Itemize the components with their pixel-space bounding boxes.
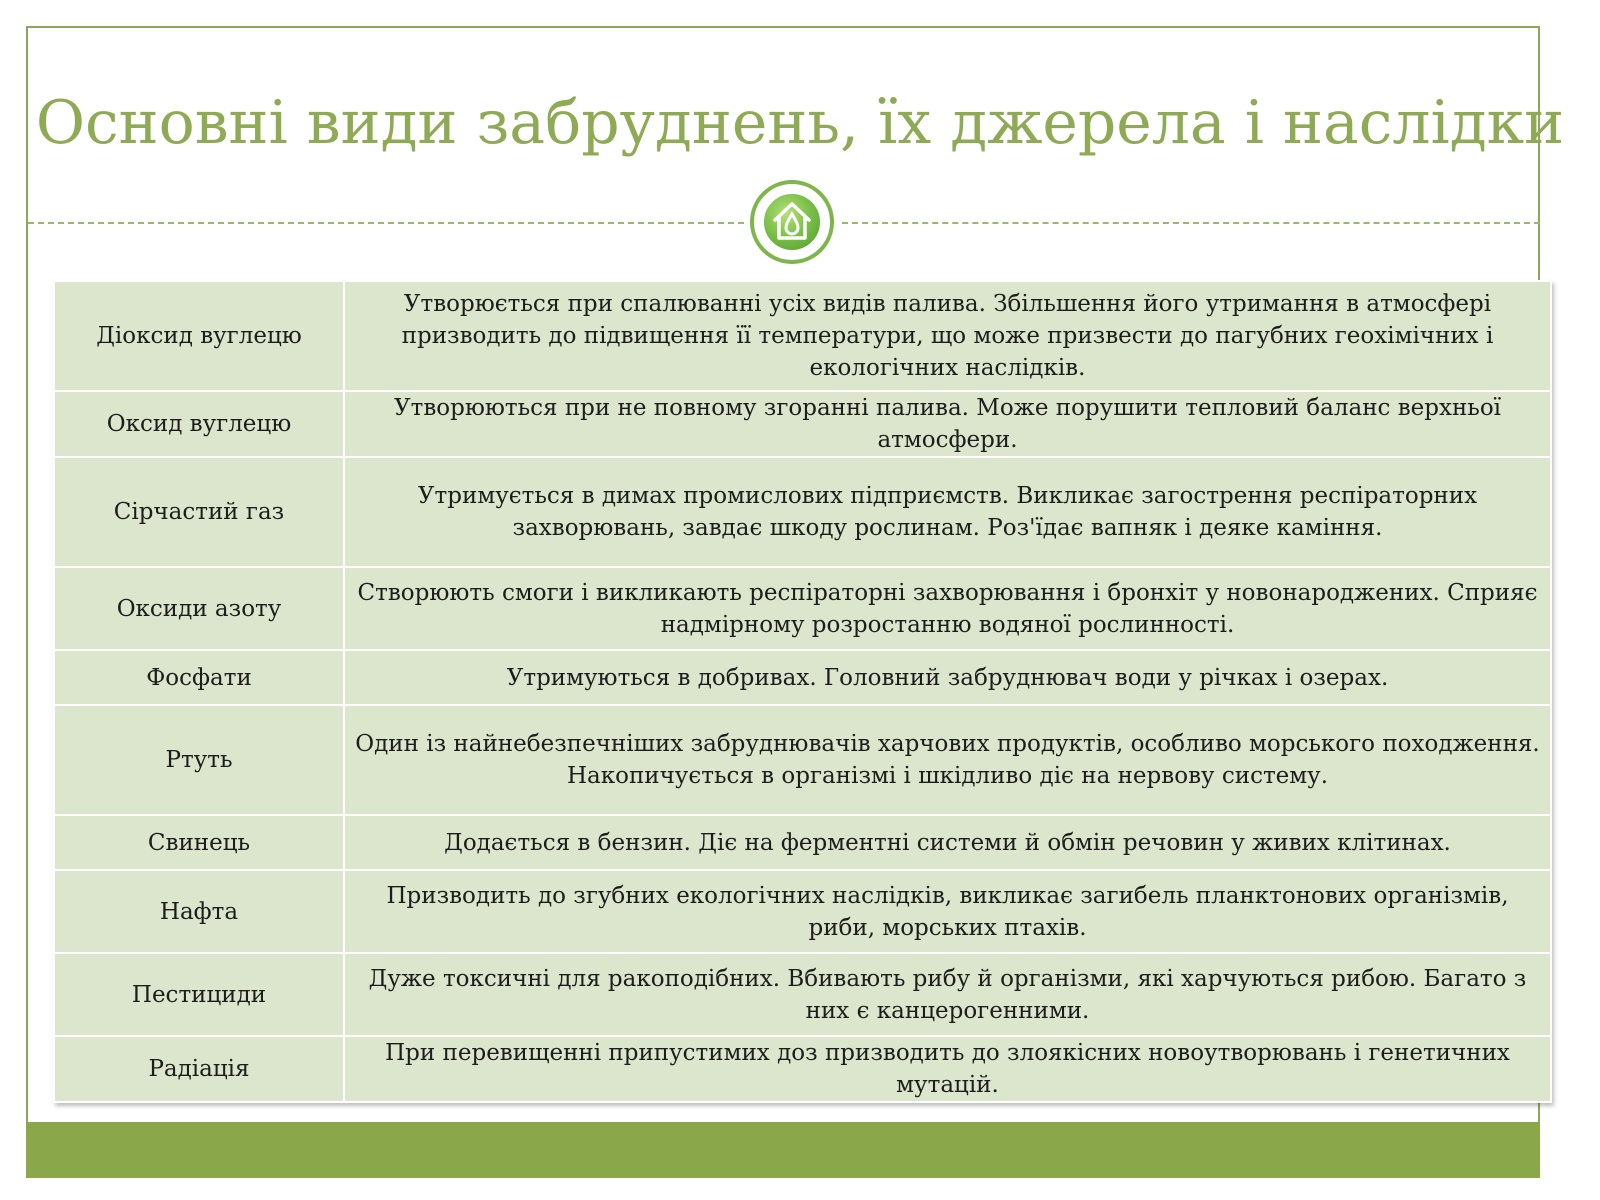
table-row [54, 281, 1551, 391]
table-row [54, 870, 1551, 953]
pollution-table-wrapper [53, 280, 1552, 1103]
pollutant-description: Утримуються в добривах. Головний забруднювач води у річках і озерах. [344, 650, 1551, 705]
divider-right [842, 222, 1540, 224]
table-row [54, 815, 1551, 870]
table-row [54, 705, 1551, 815]
pollutant-name: Нафта [54, 870, 344, 953]
pollutant-name: Оксид вуглецю [54, 391, 344, 457]
pollutant-name: Ртуть [54, 705, 344, 815]
table-row [54, 567, 1551, 650]
pollutant-name: Фосфати [54, 650, 344, 705]
pollutant-name: Радіація [54, 1036, 344, 1102]
table-row [54, 1036, 1551, 1102]
page-title: Основні види забруднень, їх джерела і наслідки [35, 88, 1565, 158]
house-drop-icon [767, 196, 817, 248]
pollutant-description: Створюють смоги і викликають респіраторні захворювання і бронхіт у новонароджених. Сприяє надмірному розростанню водяної рослинності. [344, 567, 1551, 650]
divider-left [28, 222, 744, 224]
pollutant-name: Діоксид вуглецю [54, 281, 344, 391]
bottom-accent-bar [26, 1122, 1540, 1178]
pollutant-name: Сірчастий газ [54, 457, 344, 567]
pollutant-description: Додається в бензин. Діє на ферментні системи й обмін речовин у живих клітинах. [344, 815, 1551, 870]
pollutant-name: Оксиди азоту [54, 567, 344, 650]
pollution-table [53, 280, 1552, 1103]
table-row [54, 650, 1551, 705]
table-row [54, 953, 1551, 1036]
pollutant-description: При перевищенні припустимих доз призводить до злоякісних новоутворювань і генетичних мутацій. [344, 1036, 1551, 1102]
pollutant-description: Один із найнебезпечніших забруднювачів харчових продуктів, особливо морського походження. Накопичується в організмі і шкідливо діє на нервову систему. [344, 705, 1551, 815]
table-row [54, 457, 1551, 567]
pollutant-description: Дуже токсичні для ракоподібних. Вбивають рибу й організми, які харчуються рибою. Багато з них є канцерогенними. [344, 953, 1551, 1036]
pollutant-description: Утворюються при не повному згоранні палива. Може порушити тепловий баланс верхньої атмосфери. [344, 391, 1551, 457]
pollutant-name: Пестициди [54, 953, 344, 1036]
pollutant-description: Утворюється при спалюванні усіх видів палива. Збільшення його утримання в атмосфері призводить до підвищення її температури, що може призвести до пагубних геохімічних і екологічних наслідків. [344, 281, 1551, 391]
pollutant-name: Свинець [54, 815, 344, 870]
table-row [54, 391, 1551, 457]
pollutant-description: Утримується в димах промислових підприємств. Викликає загострення респіраторних захворювань, завдає шкоду рослинам. Роз'їдає вапняк і деяке каміння. [344, 457, 1551, 567]
pollutant-description: Призводить до згубних екологічних наслідків, викликає загибель планктонових організмів, риби, морських птахів. [344, 870, 1551, 953]
emblem [750, 180, 834, 264]
